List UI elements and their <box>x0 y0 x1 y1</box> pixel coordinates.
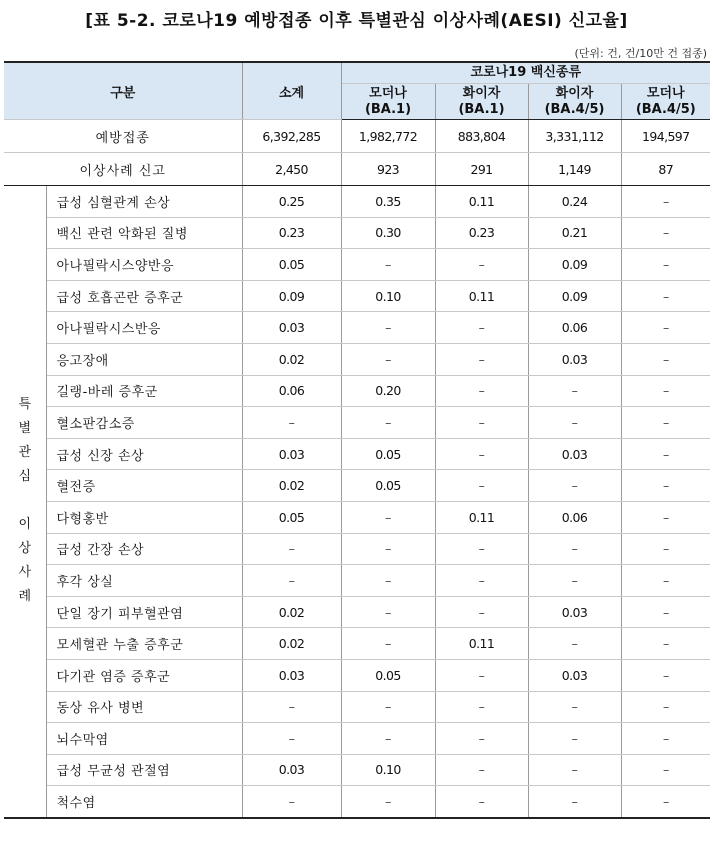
aesi-value: 0.03 <box>242 754 341 786</box>
aesi-value: – <box>621 407 710 439</box>
aesi-name: 급성 신장 손상 <box>46 438 242 470</box>
aesi-value: – <box>435 691 528 723</box>
aesi-value: – <box>242 786 341 818</box>
aesi-row <box>4 407 710 439</box>
aesi-name: 아나필락시스양반응 <box>46 249 242 281</box>
header-vaccine-3 <box>621 84 710 120</box>
aesi-name: 급성 호흡곤란 증후군 <box>46 280 242 312</box>
aesi-row <box>4 754 710 786</box>
aesi-value: – <box>528 691 621 723</box>
aesi-value: 0.02 <box>242 628 341 660</box>
aesi-value: 0.03 <box>528 343 621 375</box>
aesi-row <box>4 691 710 723</box>
aesi-row <box>4 343 710 375</box>
aesi-value: – <box>621 754 710 786</box>
aesi-value: – <box>621 343 710 375</box>
aesi-value: – <box>621 596 710 628</box>
aesi-value: 0.03 <box>528 596 621 628</box>
aesi-value: – <box>341 596 435 628</box>
vaccine-variant: (BA.1) <box>364 101 412 117</box>
side-label-char: 별 <box>18 421 32 437</box>
aesi-name: 뇌수막염 <box>46 723 242 755</box>
aesi-value: – <box>341 786 435 818</box>
aesi-row <box>4 565 710 597</box>
summary-row <box>4 153 710 186</box>
aesi-value: – <box>621 438 710 470</box>
aesi-value: – <box>435 249 528 281</box>
aesi-value: 0.25 <box>242 186 341 218</box>
aesi-value: – <box>621 470 710 502</box>
aesi-value: – <box>341 691 435 723</box>
side-label-char: 사 <box>18 565 32 581</box>
aesi-value: 0.24 <box>528 186 621 218</box>
header-vaccine-1 <box>435 84 528 120</box>
aesi-value: – <box>621 312 710 344</box>
aesi-value: – <box>621 280 710 312</box>
aesi-name: 응고장애 <box>46 343 242 375</box>
summary-value: 883,804 <box>435 120 528 153</box>
aesi-row <box>4 470 710 502</box>
aesi-value: 0.11 <box>435 628 528 660</box>
aesi-name: 혈소판감소증 <box>46 407 242 439</box>
aesi-value: – <box>528 754 621 786</box>
side-label-char: 관 <box>18 445 32 461</box>
aesi-value: – <box>341 407 435 439</box>
summary-value: 1,982,772 <box>341 120 435 153</box>
aesi-value: – <box>621 375 710 407</box>
aesi-row <box>4 217 710 249</box>
aesi-value: 0.02 <box>242 470 341 502</box>
aesi-row <box>4 249 710 281</box>
aesi-value: – <box>341 501 435 533</box>
aesi-row <box>4 659 710 691</box>
aesi-value: – <box>528 375 621 407</box>
aesi-value: 0.11 <box>435 280 528 312</box>
aesi-row <box>4 312 710 344</box>
aesi-name: 후각 상실 <box>46 565 242 597</box>
aesi-value: 0.03 <box>242 659 341 691</box>
aesi-value: – <box>621 249 710 281</box>
aesi-row <box>4 280 710 312</box>
aesi-value: – <box>528 565 621 597</box>
aesi-value: 0.35 <box>341 186 435 218</box>
aesi-value: 0.11 <box>435 501 528 533</box>
aesi-value: 0.09 <box>242 280 341 312</box>
aesi-value: – <box>341 565 435 597</box>
aesi-row <box>4 628 710 660</box>
aesi-value: – <box>621 533 710 565</box>
aesi-value: – <box>621 186 710 218</box>
summary-value: 87 <box>621 153 710 186</box>
aesi-value: 0.10 <box>341 754 435 786</box>
aesi-value: 0.21 <box>528 217 621 249</box>
aesi-value: – <box>242 723 341 755</box>
aesi-row <box>4 533 710 565</box>
summary-label: 예방접종 <box>4 120 242 153</box>
aesi-value: 0.23 <box>435 217 528 249</box>
vaccine-variant: (BA.1) <box>458 101 505 117</box>
summary-value: 3,331,112 <box>528 120 621 153</box>
aesi-value: – <box>341 723 435 755</box>
aesi-value: – <box>621 565 710 597</box>
aesi-value: 0.05 <box>242 501 341 533</box>
aesi-value: – <box>435 596 528 628</box>
vaccine-name: 화이자 <box>462 85 501 101</box>
aesi-side-label <box>4 186 46 818</box>
aesi-value: – <box>435 407 528 439</box>
aesi-row <box>4 786 710 818</box>
aesi-value: – <box>621 217 710 249</box>
header-vaccine-0 <box>341 84 435 120</box>
aesi-name: 혈전증 <box>46 470 242 502</box>
aesi-value: – <box>435 659 528 691</box>
aesi-value: 0.06 <box>528 501 621 533</box>
aesi-name: 급성 무균성 관절염 <box>46 754 242 786</box>
aesi-value: – <box>435 375 528 407</box>
aesi-value: – <box>341 628 435 660</box>
aesi-name: 모세혈관 누출 증후군 <box>46 628 242 660</box>
aesi-value: 0.02 <box>242 343 341 375</box>
aesi-value: – <box>242 533 341 565</box>
unit-note: (단위: 건, 건/10만 건 접종) <box>574 47 707 60</box>
header-subtotal: 소계 <box>242 62 341 120</box>
header-vaccine-group: 코로나19 백신종류 <box>341 62 710 84</box>
summary-value: 1,149 <box>528 153 621 186</box>
aesi-value: – <box>621 723 710 755</box>
aesi-value: – <box>242 691 341 723</box>
summary-value: 923 <box>341 153 435 186</box>
side-label-char: 특 <box>18 397 32 413</box>
aesi-value: – <box>435 438 528 470</box>
aesi-value: – <box>435 470 528 502</box>
aesi-value: – <box>435 786 528 818</box>
aesi-value: – <box>621 501 710 533</box>
aesi-value: – <box>528 407 621 439</box>
side-label-char <box>4 489 46 513</box>
aesi-value: – <box>435 754 528 786</box>
aesi-value: – <box>341 533 435 565</box>
side-label-char: 상 <box>18 541 32 557</box>
aesi-value: 0.05 <box>341 438 435 470</box>
vaccine-name: 모더나 <box>646 85 685 101</box>
aesi-value: 0.05 <box>341 659 435 691</box>
aesi-value: – <box>621 628 710 660</box>
table-body <box>4 120 710 818</box>
aesi-value: – <box>621 659 710 691</box>
aesi-value: – <box>528 723 621 755</box>
aesi-value: 0.03 <box>528 438 621 470</box>
aesi-value: – <box>528 628 621 660</box>
aesi-row <box>4 501 710 533</box>
aesi-row <box>4 438 710 470</box>
summary-value: 194,597 <box>621 120 710 153</box>
aesi-value: 0.20 <box>341 375 435 407</box>
side-label-char: 례 <box>18 589 32 605</box>
aesi-value: 0.09 <box>528 280 621 312</box>
table-title: [표 5-2. 코로나19 예방접종 이후 특별관심 이상사례(AESI) 신고율] <box>85 11 628 31</box>
aesi-table <box>4 61 710 819</box>
aesi-value: – <box>528 533 621 565</box>
aesi-value: – <box>435 533 528 565</box>
vaccine-variant: (BA.4/5) <box>635 101 696 117</box>
aesi-value: – <box>242 407 341 439</box>
aesi-value: – <box>621 786 710 818</box>
aesi-name: 길랭-바레 증후군 <box>46 375 242 407</box>
header-category: 구분 <box>4 62 242 120</box>
aesi-name: 단일 장기 피부혈관염 <box>46 596 242 628</box>
side-label-char: 이 <box>18 517 32 533</box>
aesi-name: 아나필락시스반응 <box>46 312 242 344</box>
aesi-name: 동상 유사 병변 <box>46 691 242 723</box>
aesi-value: – <box>528 786 621 818</box>
aesi-name: 급성 심혈관계 손상 <box>46 186 242 218</box>
aesi-row <box>4 375 710 407</box>
aesi-value: – <box>242 565 341 597</box>
aesi-value: – <box>435 723 528 755</box>
aesi-value: 0.06 <box>242 375 341 407</box>
aesi-value: 0.03 <box>242 312 341 344</box>
aesi-value: – <box>341 343 435 375</box>
aesi-value: – <box>621 691 710 723</box>
aesi-value: 0.23 <box>242 217 341 249</box>
aesi-value: – <box>435 565 528 597</box>
aesi-value: – <box>528 470 621 502</box>
aesi-name: 다형홍반 <box>46 501 242 533</box>
summary-label: 이상사례 신고 <box>4 153 242 186</box>
aesi-value: – <box>435 343 528 375</box>
side-label-char: 심 <box>18 469 32 485</box>
summary-row <box>4 120 710 153</box>
aesi-name: 다기관 염증 증후군 <box>46 659 242 691</box>
aesi-name: 백신 관련 악화된 질병 <box>46 217 242 249</box>
vaccine-name: 모더나 <box>369 85 407 101</box>
aesi-value: – <box>435 312 528 344</box>
summary-value: 2,450 <box>242 153 341 186</box>
aesi-value: 0.03 <box>528 659 621 691</box>
summary-value: 6,392,285 <box>242 120 341 153</box>
vaccine-variant: (BA.4/5) <box>544 101 605 117</box>
header-vaccine-2 <box>528 84 621 120</box>
aesi-value: 0.11 <box>435 186 528 218</box>
aesi-value: 0.03 <box>242 438 341 470</box>
aesi-name: 척수염 <box>46 786 242 818</box>
aesi-value: 0.30 <box>341 217 435 249</box>
aesi-value: – <box>341 312 435 344</box>
aesi-value: 0.10 <box>341 280 435 312</box>
aesi-value: 0.05 <box>242 249 341 281</box>
aesi-value: 0.09 <box>528 249 621 281</box>
aesi-value: 0.02 <box>242 596 341 628</box>
summary-value: 291 <box>435 153 528 186</box>
aesi-value: 0.06 <box>528 312 621 344</box>
aesi-value: – <box>341 249 435 281</box>
aesi-name: 급성 간장 손상 <box>46 533 242 565</box>
aesi-value: 0.05 <box>341 470 435 502</box>
aesi-row <box>4 186 710 218</box>
aesi-row <box>4 723 710 755</box>
aesi-row <box>4 596 710 628</box>
vaccine-name: 화이자 <box>555 85 594 101</box>
